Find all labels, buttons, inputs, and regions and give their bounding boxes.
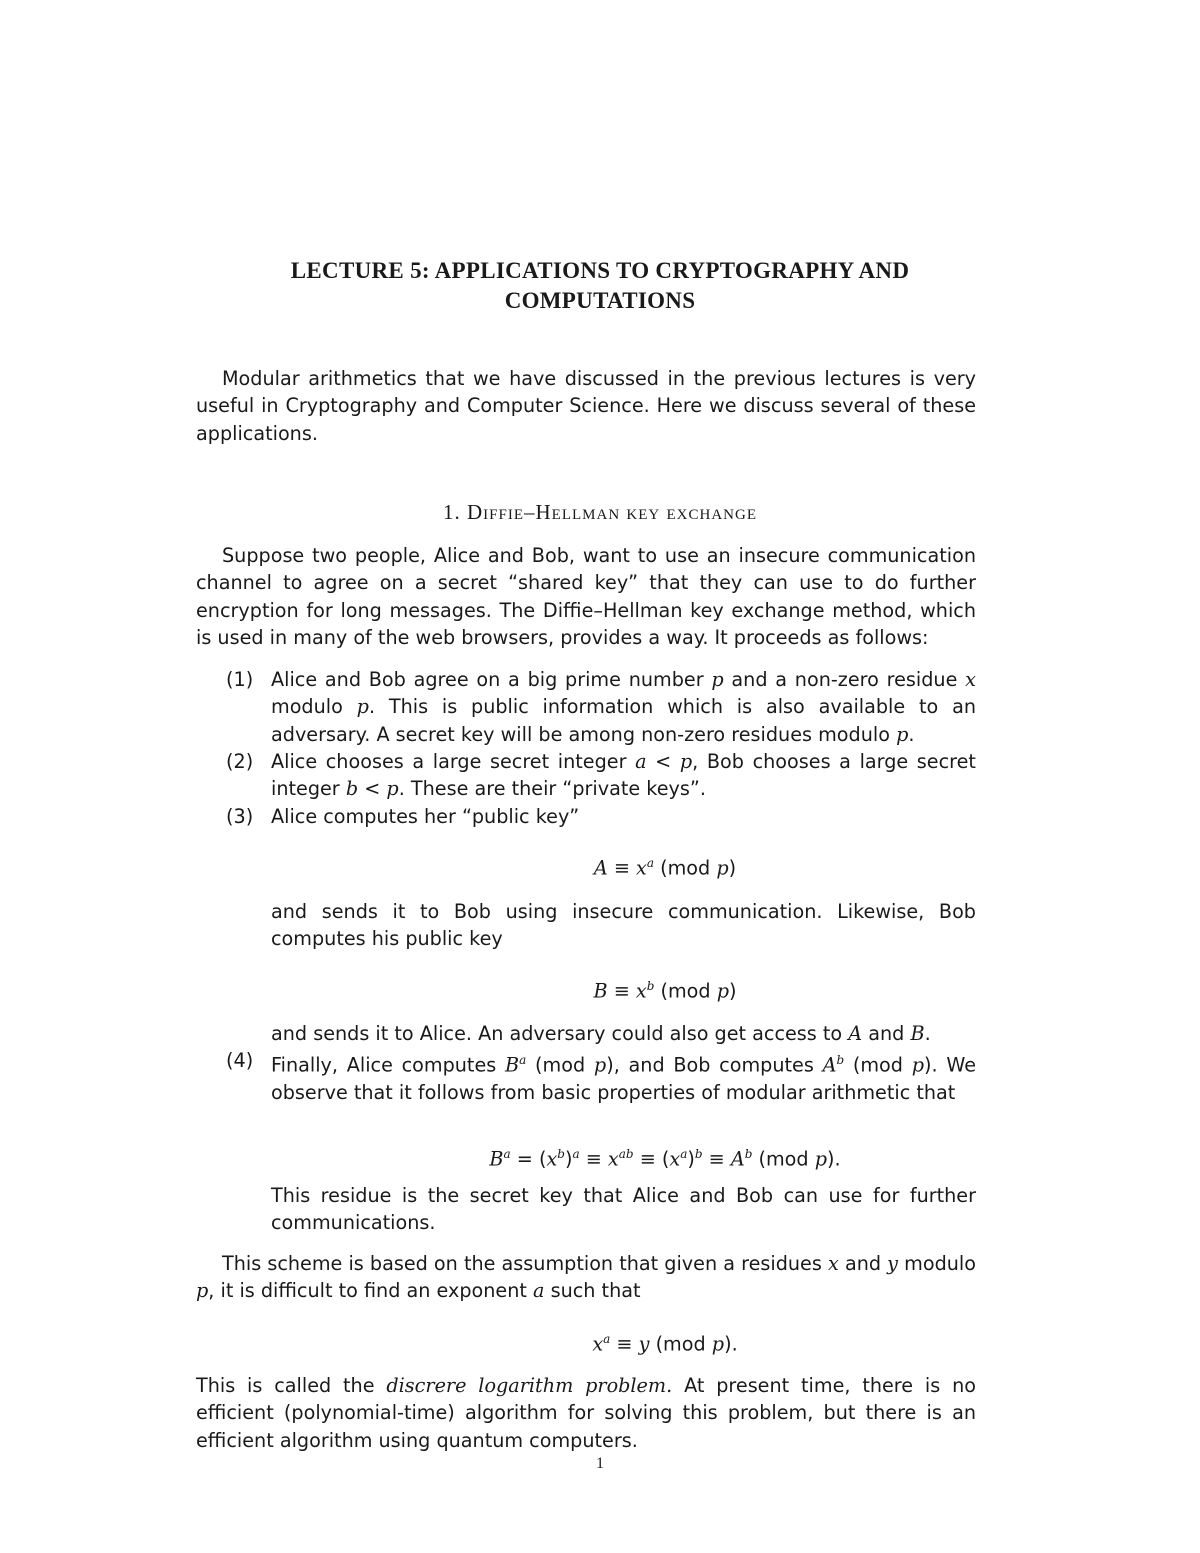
paragraph-2: This scheme is based on the assumption that given a residues x and y modulo p, it is difficult to find an exponent a such that (196, 1252, 976, 1303)
item-3-continuation-1: and sends it to Bob using insecure communication. Likewise, Bob computes his public key (271, 900, 976, 951)
section-number: 1. (443, 500, 461, 524)
list-item-2: (2) Alice chooses a large secret integer a < p, Bob chooses a large secret integer b < p. These are their “private keys”. (226, 750, 976, 801)
page-number: 1 (596, 1455, 604, 1472)
item-number: (1) (226, 668, 254, 691)
item-4-continuation: This residue is the secret key that Alice and Bob can use for further communications. (271, 1184, 976, 1235)
equation-public-key-b: $B \equiv x^b$ (mod p) (593, 979, 737, 1003)
section-heading (150, 500, 1050, 525)
list-item-3: (3) Alice computes her “public key” (226, 803, 976, 830)
item-number: (3) (226, 805, 254, 828)
emphasized-term: discrere logarithm problem. (386, 1374, 673, 1397)
intro-paragraph: Modular arithmetics that we have discussed in the previous lectures is very useful in Cryptography and Computer Science. Here we discuss several of these applications. (196, 367, 976, 445)
paragraph-1: Suppose two people, Alice and Bob, want to use an insecure communication channel to agree on a secret “shared key” that they can use to do further encryption for long messages. The Diffie–Hellman key exchange method, which is used in many of the web browsers, provides a way. It proceeds as follows: (196, 544, 976, 649)
title-line-1: LECTURE 5: APPLICATIONS TO CRYPTOGRAPHY AND (290, 258, 910, 283)
list-item-1: (1) Alice and Bob agree on a big prime number p and a non-zero residue x modulo p. This is public information which is also available to an adversary. A secret key will be among non-zero residues modulo p. (226, 668, 976, 746)
equation-discrete-log: $x^a \equiv y$ (mod p). (592, 1332, 738, 1356)
page-title (150, 256, 1050, 316)
section-title: Diffie–Hellman key exchange (467, 500, 757, 524)
title-line-2: COMPUTATIONS (504, 288, 696, 313)
item-3-continuation-2: and sends it to Alice. An adversary could also get access to A and B. (271, 1022, 931, 1045)
equation-shared-key: $B^a = (x^b)^a \equiv x^{ab} \equiv (x^a)^b \equiv A^b$ (mod p). (489, 1147, 841, 1171)
item-number: (2) (226, 750, 254, 773)
item-number: (4) (226, 1049, 254, 1072)
equation-public-key-a: $A \equiv x^a$ (mod p) (593, 856, 737, 880)
list-item-4: (4) Finally, Alice computes $B^a$ (mod p), and Bob computes $A^b$ (mod p). We observe that it follows from basic properties of modular arithmetic that (226, 1049, 977, 1104)
paragraph-3: This is called the discrere logarithm problem. At present time, there is no efficient (polynomial-time) algorithm for solving this problem, but there is an efficient algorithm using quantum computers. (196, 1374, 977, 1452)
